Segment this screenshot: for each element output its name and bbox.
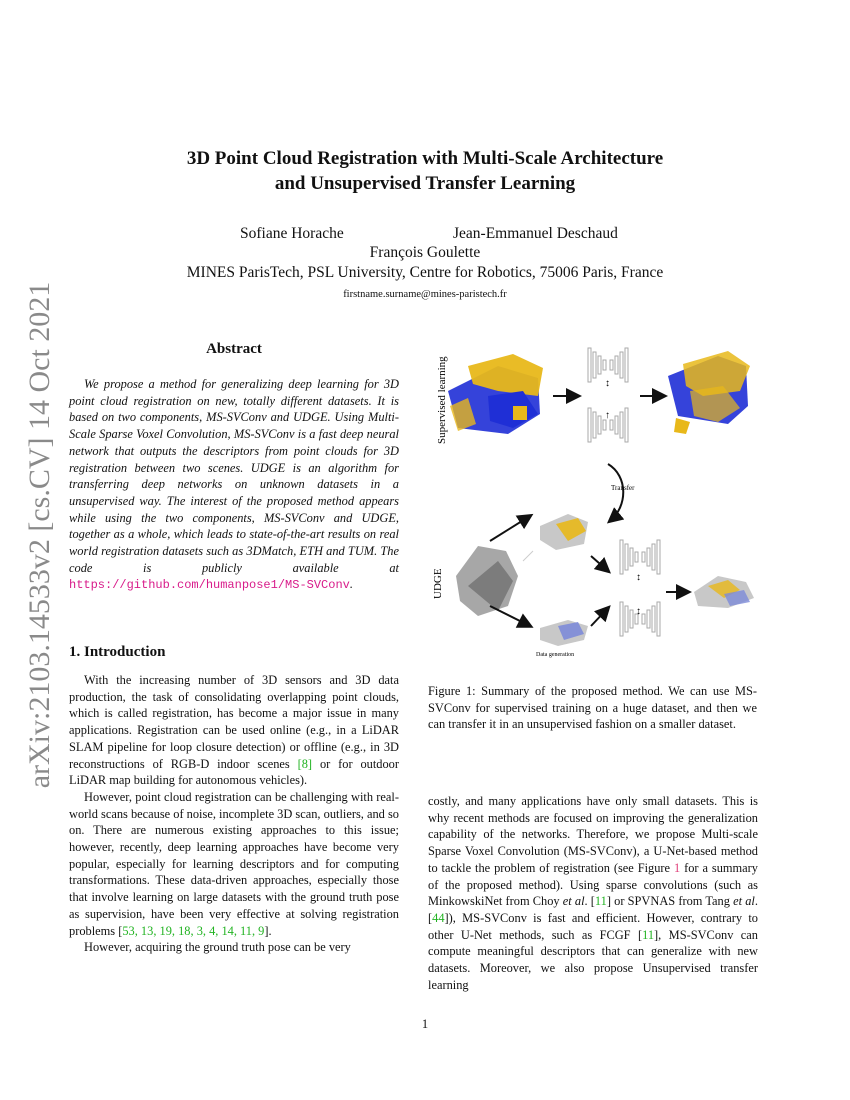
citation-list[interactable]: 53, 13, 19, 18, 3, 4, 14, 11, 9 (122, 923, 265, 938)
abstract-body (69, 376, 399, 594)
citation-11[interactable]: 11 (594, 894, 607, 909)
double-arrow-icon-2: ↕ (636, 572, 641, 583)
network-bottom (620, 540, 660, 636)
intro-right-column (428, 793, 758, 993)
right-text-b: for a summary of the proposed method). Using sparse convolutions (such as MinkowskiNet from Choy (428, 860, 758, 909)
code-link[interactable]: https://github.com/humanpose1/MS-SVConv (69, 578, 350, 593)
intro-p3-text: However, acquiring the ground truth pose can be very (84, 940, 351, 955)
transfer-arrow (608, 464, 623, 521)
arrow-down-branch (490, 606, 530, 626)
branch-line (523, 551, 533, 561)
arxiv-id: arXiv:2103.14533v2 [cs.CV] 14 Oct 2021 (23, 281, 56, 789)
citation-8[interactable]: [8] (297, 756, 313, 771)
abstract-text: We propose a method for generalizing deep learning for 3D point cloud registration on new, totally different datasets. It is based on two components, MS-SVConv and UDGE. Using Multi-Scale Sparse Voxel Convolution, MS-SVConv is a fast deep neural network that outputs the descriptors from point clouds for 3D registration between two scenes. UDGE is an algorithm for transferring deep networks on unknown datasets in a unsupervised way. The interest of the proposed method appears while using the two components, MS-SVConv and UDGE, together as a whole, which leads to state-of-the-art results on real world registration datasets such as 3DMatch, ETH and TUM. The code is publicly available at (69, 377, 399, 575)
arxiv-stamp (20, 281, 60, 789)
figure-1-caption: Figure 1: Summary of the proposed method. We can use MS-SVConv for supervised training on a huge dataset, and then we can transfer it in an unsupervised fashion on a smaller dataset. (428, 684, 757, 732)
network-top (588, 348, 628, 442)
up-arrow-icon: ↑ (605, 410, 610, 421)
right-text-c: . [ (584, 894, 595, 909)
result-pointcloud (694, 576, 754, 608)
label-transfer: Transfer (611, 484, 635, 492)
affiliation: MINES ParisTech, PSL University, Centre for Robotics, 75006 Paris, France (186, 264, 664, 281)
abstract-end: . (349, 577, 353, 592)
author-2: Jean-Emmanuel Deschaud (453, 225, 618, 242)
registered-pointcloud (668, 351, 750, 434)
arrow-4 (591, 608, 608, 626)
label-datagen: Data generation (536, 652, 575, 658)
intro-paragraph-2 (69, 789, 399, 939)
double-arrow-icon: ↕ (605, 378, 610, 389)
label-supervised: Supervised learning (436, 356, 448, 444)
right-text-a: costly, and many applications have only small datasets. This is why recent methods are focused on improving the generalization capability of the networks. Therefore, we propose Multi-scale Sparse Voxel Convolution (MS-SVConv), a U-Net-based method to tackle the problem of registration (see Figure (428, 794, 758, 875)
paper-title-line1: 3D Point Cloud Registration with Multi-Scale Architecture (186, 148, 664, 169)
right-text-g: ], MS-SVConv can compute meaningful descriptors that can generalize with new datasets. Moreover, we also propose Unsupervised transfer learning (428, 927, 759, 992)
label-udge: UDGE (432, 568, 444, 599)
abstract-heading: Abstract (206, 341, 262, 357)
arrow-up-branch (490, 516, 530, 541)
intro-p1-text: With the increasing number of 3D sensors and 3D data production, the task of consolidating overlapping point clouds, which is called registration, has become a major issue in many applications. Registration can be used online (e.g., in a LiDAR SLAM pipeline for loop closure detection) or offline (e.g., in 3D reconstructions of RGB-D indoor scenes (69, 673, 399, 771)
right-text-e: . [ (428, 894, 758, 925)
right-text-d: ] or SPVNAS from Tang (606, 894, 730, 909)
intro-left-column (69, 672, 399, 956)
author-1: Sofiane Horache (240, 225, 344, 242)
source-pointcloud (448, 354, 543, 434)
citation-44[interactable]: 44 (432, 910, 445, 925)
email: firstname.surname@mines-paristech.fr (343, 289, 507, 300)
intro-paragraph-1 (69, 672, 399, 789)
intro-right-paragraph (428, 793, 758, 993)
figure-1 (428, 336, 758, 666)
target-pointcloud (456, 546, 518, 616)
paper-title-line2: and Unsupervised Transfer Learning (274, 173, 576, 194)
double-arrow-icon-3: ↕ (636, 606, 641, 617)
intro-p2-text: However, point cloud registration can be challenging with real-world scans because of noise, incomplete 3D scan, outliers, and so on. There are numerous existing approaches to this issue; however, recently, deep learning approaches have become very popular, especially for learning descriptors and for computing transformations. These data-driven approaches, especially those that involve learning on large datasets with the ground truth pose as supervision, have been very effective at solving registration problems [ (69, 789, 399, 938)
intro-p1-end: or for outdoor LiDAR map building for autonomous vehicles). (69, 756, 399, 788)
et-al-1: et al (562, 894, 585, 909)
generated-pair-top (540, 514, 588, 550)
arrow-3 (591, 556, 608, 571)
intro-p2-end: ]. (264, 923, 272, 938)
et-al-2: et al (733, 894, 755, 909)
page-number: 1 (421, 1017, 429, 1031)
right-text-f: ]), MS-SVConv is fast and efficient. However, contrary to other U-Net methods, such as FCGF [ (428, 910, 758, 942)
figure-1-ref[interactable]: 1 (673, 860, 681, 875)
author-3: François Goulette (369, 244, 481, 261)
intro-heading: 1. Introduction (69, 644, 166, 660)
generated-pair-bottom (540, 620, 588, 646)
intro-paragraph-3 (69, 939, 399, 956)
citation-11b[interactable]: 11 (642, 927, 655, 942)
